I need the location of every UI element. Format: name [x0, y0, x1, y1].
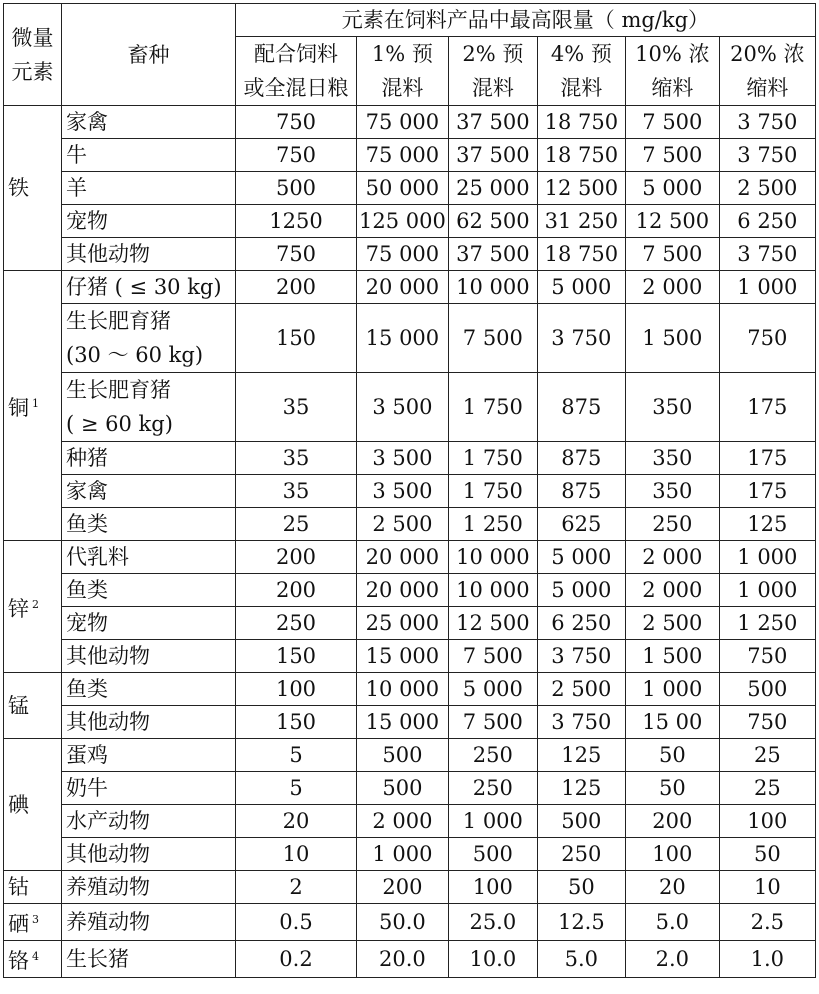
table-row [4, 805, 816, 838]
value-cell: 50 [625, 739, 719, 772]
table-row [4, 205, 816, 238]
value-cell: 15 000 [357, 304, 449, 373]
column-header-2: 2% 预 混料 [448, 37, 537, 106]
value-cell: 2 500 [719, 172, 815, 205]
value-cell: 12.5 [537, 904, 625, 941]
footnote-marker: 1 [32, 396, 39, 410]
value-cell: 200 [625, 805, 719, 838]
species-cell: 家禽 [62, 475, 236, 508]
species-cell: 鱼类 [62, 574, 236, 607]
value-cell: 350 [625, 475, 719, 508]
value-cell: 0.5 [236, 904, 357, 941]
value-cell: 2.5 [719, 904, 815, 941]
value-cell: 7 500 [448, 304, 537, 373]
value-cell: 750 [719, 640, 815, 673]
value-cell: 50 000 [357, 172, 449, 205]
species-cell: 鱼类 [62, 508, 236, 541]
value-cell: 20 000 [357, 271, 449, 304]
value-cell: 750 [719, 706, 815, 739]
value-cell: 175 [719, 442, 815, 475]
value-cell: 37 500 [448, 106, 537, 139]
value-cell: 7 500 [625, 139, 719, 172]
value-cell: 1 250 [719, 607, 815, 640]
value-cell: 25 [719, 739, 815, 772]
species-cell: 蛋鸡 [62, 739, 236, 772]
species-cell: 代乳料 [62, 541, 236, 574]
value-cell: 125 [537, 772, 625, 805]
element-cell [4, 106, 62, 271]
column-header-5: 20% 浓 缩料 [719, 37, 815, 106]
element-cell [4, 541, 62, 673]
value-cell: 875 [537, 442, 625, 475]
value-cell: 18 750 [537, 238, 625, 271]
species-cell: 其他动物 [62, 838, 236, 871]
species-cell: 种猪 [62, 442, 236, 475]
value-cell: 125 [537, 739, 625, 772]
column-header-0: 配合饲料 或全混日粮 [236, 37, 357, 106]
value-cell: 75 000 [357, 106, 449, 139]
value-cell: 2.0 [625, 941, 719, 978]
value-cell: 625 [537, 508, 625, 541]
value-cell: 15 000 [357, 706, 449, 739]
value-cell: 1 000 [719, 574, 815, 607]
species-cell: 宠物 [62, 205, 236, 238]
table-row [4, 838, 816, 871]
value-cell: 31 250 [537, 205, 625, 238]
species-cell: 水产动物 [62, 805, 236, 838]
element-cell [4, 673, 62, 739]
value-cell: 5 000 [537, 574, 625, 607]
value-cell: 250 [625, 508, 719, 541]
value-cell: 2 000 [625, 271, 719, 304]
table-row [4, 172, 816, 205]
element-name: 钴 [8, 875, 29, 899]
value-cell: 750 [719, 304, 815, 373]
value-cell: 12 500 [448, 607, 537, 640]
value-cell: 25 [236, 508, 357, 541]
species-cell: 奶牛 [62, 772, 236, 805]
table-row [4, 574, 816, 607]
table-header [4, 4, 816, 106]
value-cell: 150 [236, 304, 357, 373]
value-cell: 350 [625, 373, 719, 442]
value-cell: 7 500 [448, 706, 537, 739]
table-row [4, 271, 816, 304]
value-cell: 100 [448, 871, 537, 904]
value-cell: 500 [357, 772, 449, 805]
value-cell: 25 000 [448, 172, 537, 205]
element-name: 铁 [8, 176, 29, 200]
value-cell: 125 000 [357, 205, 449, 238]
value-cell: 20 [625, 871, 719, 904]
species-cell: 羊 [62, 172, 236, 205]
value-cell: 175 [719, 373, 815, 442]
table-row [4, 508, 816, 541]
element-header: 微量 元素 [4, 4, 62, 106]
limit-title-header: 元素在饲料产品中最高限量（ mg/kg） [236, 4, 816, 37]
value-cell: 250 [236, 607, 357, 640]
value-cell: 3 750 [719, 139, 815, 172]
value-cell: 5 000 [537, 541, 625, 574]
value-cell: 500 [537, 805, 625, 838]
value-cell: 750 [236, 139, 357, 172]
value-cell: 5 [236, 772, 357, 805]
value-cell: 7 500 [625, 238, 719, 271]
value-cell: 50 [625, 772, 719, 805]
value-cell: 500 [719, 673, 815, 706]
value-cell: 3 500 [357, 373, 449, 442]
value-cell: 2 [236, 871, 357, 904]
table-row [4, 904, 816, 941]
value-cell: 500 [236, 172, 357, 205]
trace-element-limits-table [3, 3, 816, 978]
value-cell: 5.0 [537, 941, 625, 978]
value-cell: 2 000 [625, 574, 719, 607]
footnote-marker: 4 [32, 950, 39, 963]
species-cell: 生长猪 [62, 941, 236, 978]
species-cell: 生长肥育猪 (30 ～ 60 kg) [62, 304, 236, 373]
table-row [4, 442, 816, 475]
value-cell: 1 000 [625, 673, 719, 706]
value-cell: 35 [236, 442, 357, 475]
value-cell: 25 000 [357, 607, 449, 640]
value-cell: 250 [448, 739, 537, 772]
value-cell: 1 750 [448, 373, 537, 442]
value-cell: 150 [236, 706, 357, 739]
species-cell: 宠物 [62, 607, 236, 640]
table-row [4, 871, 816, 904]
value-cell: 1 750 [448, 442, 537, 475]
value-cell: 1 000 [719, 271, 815, 304]
value-cell: 20 000 [357, 541, 449, 574]
element-cell [4, 271, 62, 541]
element-name: 锌 [8, 596, 29, 621]
value-cell: 37 500 [448, 139, 537, 172]
footnote-marker: 3 [32, 913, 39, 926]
value-cell: 10 000 [448, 271, 537, 304]
value-cell: 1 750 [448, 475, 537, 508]
value-cell: 12 500 [625, 205, 719, 238]
value-cell: 2 500 [537, 673, 625, 706]
value-cell: 750 [236, 106, 357, 139]
value-cell: 200 [236, 271, 357, 304]
value-cell: 7 500 [448, 640, 537, 673]
element-cell [4, 871, 62, 904]
value-cell: 250 [448, 772, 537, 805]
element-cell [4, 904, 62, 941]
column-header-3: 4% 预 混料 [537, 37, 625, 106]
value-cell: 2 000 [625, 541, 719, 574]
column-header-4: 10% 浓 缩料 [625, 37, 719, 106]
value-cell: 5 000 [537, 271, 625, 304]
value-cell: 20 000 [357, 574, 449, 607]
table-row [4, 673, 816, 706]
value-cell: 10 000 [357, 673, 449, 706]
table-row [4, 941, 816, 978]
value-cell: 3 750 [537, 640, 625, 673]
value-cell: 10 000 [448, 574, 537, 607]
value-cell: 1 500 [625, 640, 719, 673]
value-cell: 6 250 [719, 205, 815, 238]
value-cell: 1 250 [448, 508, 537, 541]
element-name: 碘 [8, 792, 29, 817]
species-cell: 养殖动物 [62, 871, 236, 904]
value-cell: 0.2 [236, 941, 357, 978]
value-cell: 500 [448, 838, 537, 871]
value-cell: 250 [537, 838, 625, 871]
value-cell: 3 750 [537, 706, 625, 739]
column-header-1: 1% 预 混料 [357, 37, 449, 106]
value-cell: 750 [236, 238, 357, 271]
value-cell: 100 [236, 673, 357, 706]
value-cell: 20.0 [357, 941, 449, 978]
value-cell: 15 000 [357, 640, 449, 673]
element-name: 硒 [8, 912, 29, 936]
table-row [4, 706, 816, 739]
value-cell: 2 500 [625, 607, 719, 640]
value-cell: 75 000 [357, 238, 449, 271]
value-cell: 20 [236, 805, 357, 838]
value-cell: 100 [719, 805, 815, 838]
table-row [4, 541, 816, 574]
table-row [4, 373, 816, 442]
species-cell: 仔猪 ( ≤ 30 kg) [62, 271, 236, 304]
value-cell: 875 [537, 475, 625, 508]
value-cell: 3 750 [719, 106, 815, 139]
value-cell: 1.0 [719, 941, 815, 978]
species-cell: 牛 [62, 139, 236, 172]
value-cell: 10 [719, 871, 815, 904]
value-cell: 1 000 [357, 838, 449, 871]
value-cell: 5 [236, 739, 357, 772]
value-cell: 200 [236, 574, 357, 607]
value-cell: 350 [625, 442, 719, 475]
value-cell: 50 [537, 871, 625, 904]
species-cell: 养殖动物 [62, 904, 236, 941]
value-cell: 3 750 [719, 238, 815, 271]
value-cell: 3 500 [357, 442, 449, 475]
value-cell: 3 750 [537, 304, 625, 373]
table-row [4, 772, 816, 805]
value-cell: 10 [236, 838, 357, 871]
value-cell: 25 [719, 772, 815, 805]
value-cell: 500 [357, 739, 449, 772]
table-body [4, 106, 816, 978]
species-cell: 其他动物 [62, 640, 236, 673]
value-cell: 5 000 [448, 673, 537, 706]
value-cell: 2 500 [357, 508, 449, 541]
value-cell: 10.0 [448, 941, 537, 978]
species-cell: 其他动物 [62, 706, 236, 739]
value-cell: 200 [236, 541, 357, 574]
species-cell: 鱼类 [62, 673, 236, 706]
value-cell: 37 500 [448, 238, 537, 271]
table-row [4, 304, 816, 373]
element-name: 锰 [8, 693, 29, 718]
species-header: 畜种 [62, 4, 236, 106]
value-cell: 1 000 [448, 805, 537, 838]
value-cell: 10 000 [448, 541, 537, 574]
value-cell: 50 [719, 838, 815, 871]
table-row [4, 739, 816, 772]
value-cell: 62 500 [448, 205, 537, 238]
value-cell: 12 500 [537, 172, 625, 205]
element-name: 铬 [8, 949, 29, 973]
value-cell: 50.0 [357, 904, 449, 941]
value-cell: 125 [719, 508, 815, 541]
value-cell: 25.0 [448, 904, 537, 941]
value-cell: 1 000 [719, 541, 815, 574]
element-cell [4, 941, 62, 978]
value-cell: 100 [625, 838, 719, 871]
value-cell: 2 000 [357, 805, 449, 838]
value-cell: 75 000 [357, 139, 449, 172]
table-row [4, 640, 816, 673]
element-cell [4, 739, 62, 871]
table-row [4, 238, 816, 271]
value-cell: 6 250 [537, 607, 625, 640]
value-cell: 35 [236, 475, 357, 508]
footnote-marker: 2 [32, 597, 39, 611]
table-row [4, 475, 816, 508]
value-cell: 18 750 [537, 106, 625, 139]
species-cell: 其他动物 [62, 238, 236, 271]
table-row [4, 139, 816, 172]
value-cell: 7 500 [625, 106, 719, 139]
value-cell: 18 750 [537, 139, 625, 172]
value-cell: 200 [357, 871, 449, 904]
value-cell: 175 [719, 475, 815, 508]
value-cell: 3 500 [357, 475, 449, 508]
value-cell: 15 00 [625, 706, 719, 739]
value-cell: 150 [236, 640, 357, 673]
value-cell: 875 [537, 373, 625, 442]
table-row [4, 106, 816, 139]
value-cell: 35 [236, 373, 357, 442]
table-row [4, 607, 816, 640]
value-cell: 1 500 [625, 304, 719, 373]
value-cell: 1250 [236, 205, 357, 238]
species-cell: 生长肥育猪 ( ≥ 60 kg) [62, 373, 236, 442]
value-cell: 5 000 [625, 172, 719, 205]
element-name: 铜 [8, 395, 29, 420]
species-cell: 家禽 [62, 106, 236, 139]
value-cell: 5.0 [625, 904, 719, 941]
